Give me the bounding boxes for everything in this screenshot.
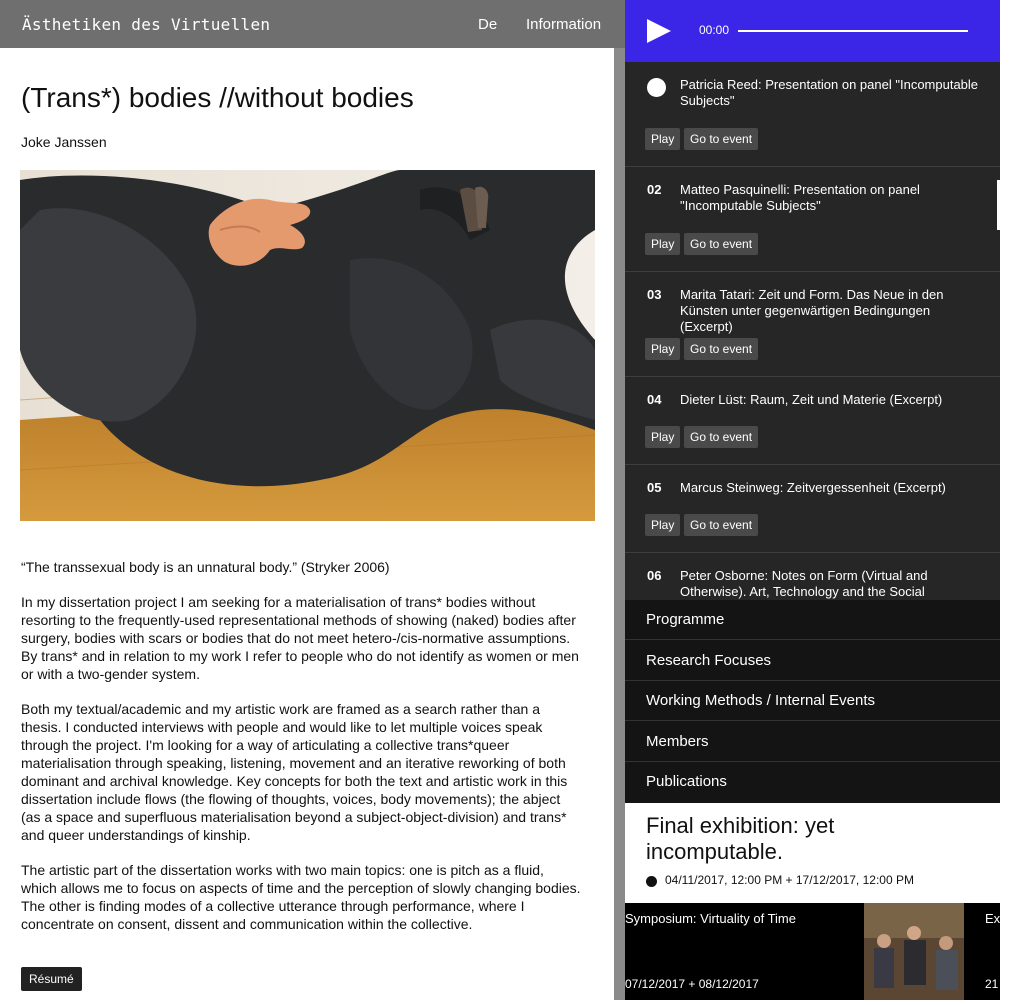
playlist-item-number: 05 — [647, 480, 662, 495]
date-dot-icon — [646, 876, 657, 887]
exhibition-card[interactable] — [625, 803, 1000, 903]
article-paragraph: In my dissertation project I am seeking for a materialisation of trans* bodies without resorting to the frequently-used representational methods of showing (naked) bodies after surgery, bodies with scars or bodies that do not meet hetero-/cis-normative assumptions. By trans* and in relation to my work I refer to people who do not identify as women or men or with a two-gender system. — [21, 594, 579, 682]
playlist-scrollbar[interactable] — [997, 180, 1000, 230]
player-time: 00:00 — [699, 23, 730, 37]
playlist-item-number: 04 — [647, 392, 662, 407]
go-to-event-button[interactable]: Go to event — [684, 338, 758, 360]
play-button[interactable]: Play — [645, 426, 680, 448]
event-thumbnail[interactable] — [864, 903, 964, 1000]
playlist-item — [625, 377, 1000, 465]
article-quote: “The transsexual body is an unnatural body.” (Stryker 2006) — [21, 559, 390, 575]
event-title[interactable]: Symposium: Virtuality of Time — [625, 911, 796, 926]
playlist-item-title: Marcus Steinweg: Zeitvergessenheit (Excerpt) — [680, 480, 946, 495]
now-playing-indicator-icon — [647, 78, 666, 97]
playlist-item-title: Dieter Lüst: Raum, Zeit und Materie (Excerpt) — [680, 392, 943, 407]
event-dates: 21 — [985, 977, 999, 991]
playlist-item-number: 02 — [647, 182, 662, 197]
exhibition-dates: 04/11/2017, 12:00 PM + 17/12/2017, 12:00 PM — [665, 873, 914, 887]
performance-photo-image — [20, 170, 595, 521]
menu-item-programme[interactable]: Programme — [625, 600, 1000, 640]
site-title[interactable]: Ästhetiken des Virtuellen — [22, 15, 271, 34]
article-title: (Trans*) bodies //without bodies — [21, 82, 414, 113]
playlist-item-number: 03 — [647, 287, 662, 302]
article-body — [21, 558, 581, 950]
go-to-event-button[interactable]: Go to event — [684, 128, 758, 150]
playlist-item — [625, 272, 1000, 377]
play-icon[interactable] — [645, 17, 673, 45]
main-menu — [625, 600, 1000, 803]
article-photo — [20, 170, 595, 521]
play-button[interactable]: Play — [645, 514, 680, 536]
go-to-event-button[interactable]: Go to event — [684, 233, 758, 255]
events-strip[interactable] — [625, 903, 1022, 1000]
menu-item-members[interactable]: Members — [625, 722, 1000, 762]
exhibition-title[interactable]: Final exhibition: yet incomputable. — [646, 813, 835, 864]
playlist-item-title: Patricia Reed: Presentation on panel "Incomputable Subjects" — [680, 77, 979, 108]
playlist-item-title: Marita Tatari: Zeit und Form. Das Neue in den Künsten unter gegenwärtigen Bedingungen (Excerpt) — [680, 287, 944, 334]
playlist — [625, 62, 1000, 600]
article-paragraph: The artistic part of the dissertation works with two main topics: one is pitch as a fluid, which allows me to focus on aspects of time and the perception of slowly changing bodies. The other is finding modes of a collective utterance through performance, where I concentrate on consent, dissent and communication within the collective. — [21, 862, 581, 932]
go-to-event-button[interactable]: Go to event — [684, 514, 758, 536]
article — [0, 48, 614, 1000]
playlist-item-title: Matteo Pasquinelli: Presentation on panel "Incomputable Subjects" — [680, 182, 920, 213]
scrollbar[interactable] — [614, 48, 625, 1000]
progress-bar[interactable] — [738, 30, 968, 32]
information-link[interactable]: Information — [526, 16, 602, 33]
menu-item-working-methods[interactable]: Working Methods / Internal Events — [625, 681, 1000, 721]
event-title[interactable]: Ex Ma — [985, 911, 1022, 926]
playlist-item — [625, 62, 1000, 167]
language-switch-link[interactable]: De — [478, 16, 498, 33]
playlist-item-title: Peter Osborne: Notes on Form (Virtual and Otherwise). Art, Technology and the Social — [680, 568, 928, 599]
go-to-event-button[interactable]: Go to event — [684, 426, 758, 448]
menu-item-research-focuses[interactable]: Research Focuses — [625, 641, 1000, 681]
play-button[interactable]: Play — [645, 128, 680, 150]
event-photo-image — [864, 903, 964, 1000]
playlist-item-number: 06 — [647, 568, 662, 583]
playlist-item — [625, 465, 1000, 553]
article-author: Joke Janssen — [21, 134, 107, 150]
event-dates: 07/12/2017 + 08/12/2017 — [625, 977, 759, 991]
play-button[interactable]: Play — [645, 338, 680, 360]
article-paragraph: Both my textual/academic and my artistic work are framed as a search rather than a thesis. I conducted interviews with people and would like to let multiple voices speak through the project. I'm looking for a way of articulating a collective trans*queer materialisation through speaking, listening, movement and an iterative reworking of both dominant and archival knowledge. Key concepts for both the text and artistic work in this dissertation include flows (the flowing of thoughts, voices, body movements); the abject (as a space and superfluous materialisation beyond a subject-object-division) and trans* and queer understandings of kinship. — [21, 701, 568, 843]
playlist-item — [625, 167, 1000, 272]
menu-item-publications[interactable]: Publications — [646, 773, 727, 790]
site-header — [0, 0, 625, 48]
resume-button[interactable]: Résumé — [21, 967, 82, 991]
play-button[interactable]: Play — [645, 233, 680, 255]
audio-player — [625, 0, 1000, 62]
